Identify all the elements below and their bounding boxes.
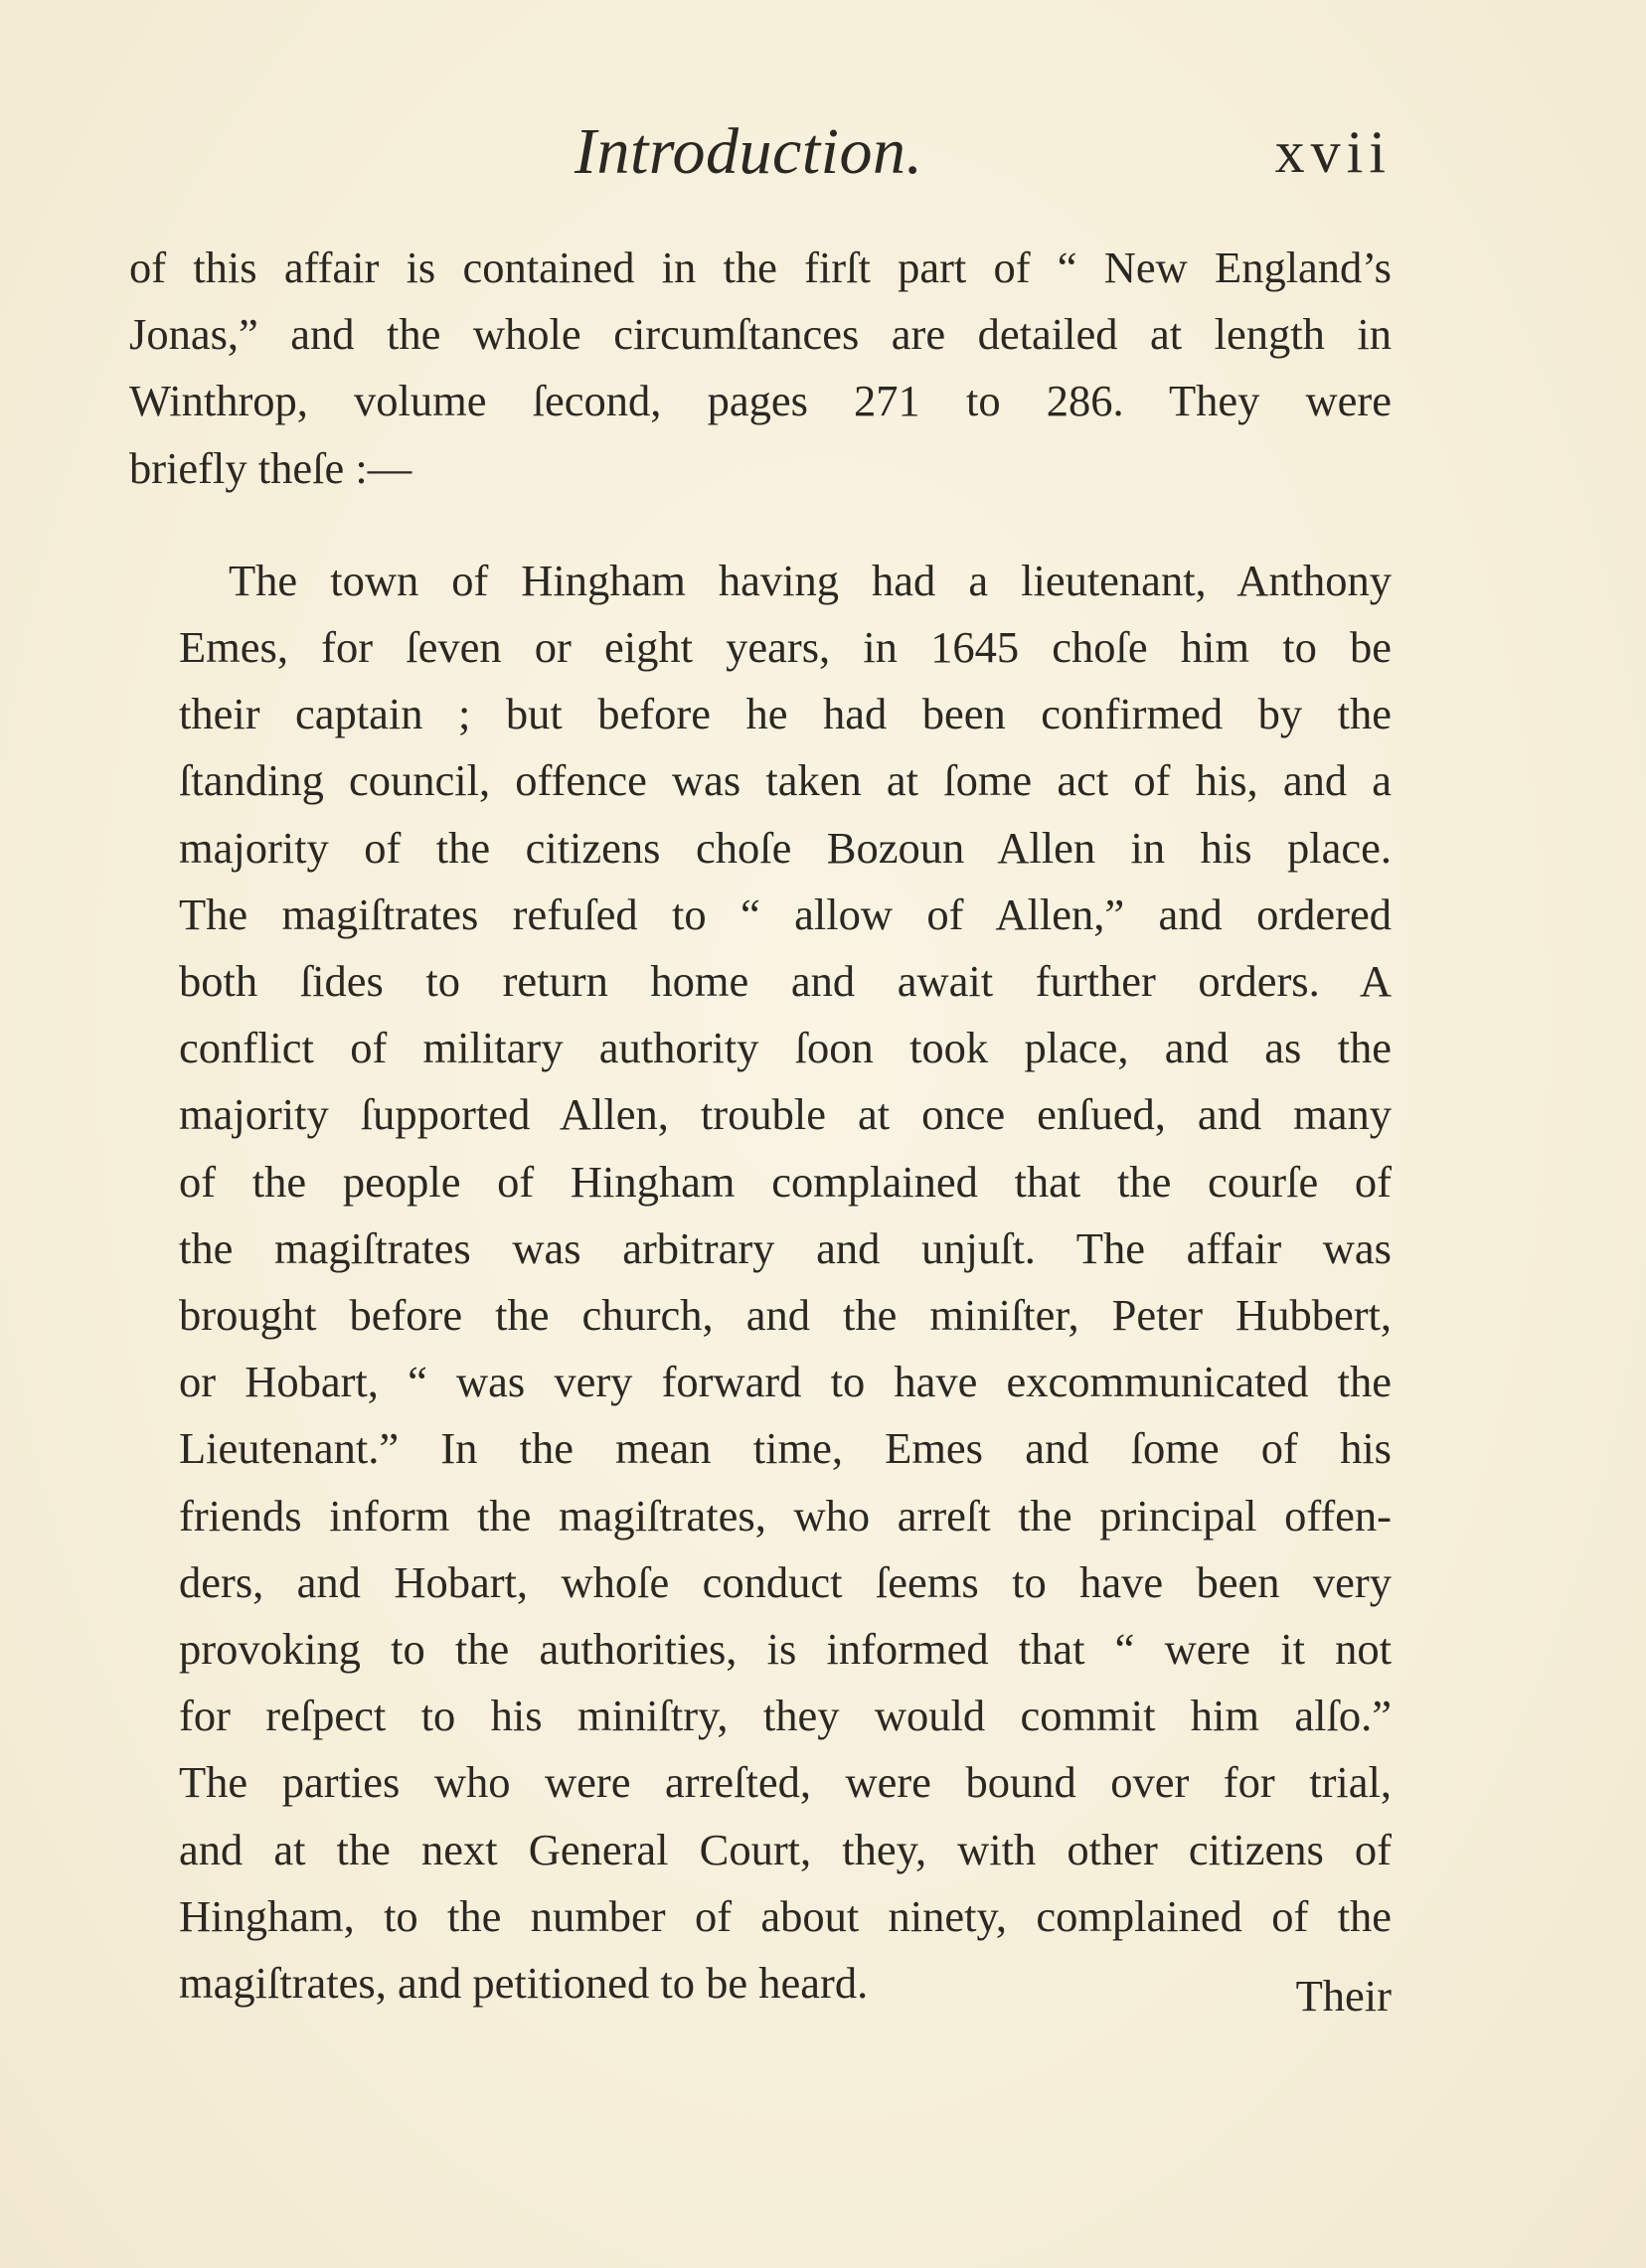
- text-line: conflict of military authority ſoon took place, and as the: [179, 1023, 1392, 1073]
- text-line: of the people of Hingham complained that the courſe of: [179, 1156, 1392, 1207]
- catchword: Their: [1295, 1971, 1392, 2021]
- text-line: for reſpect to his miniſtry, they would commit him alſo.”: [179, 1691, 1392, 1741]
- text-line: ſtanding council, offence was taken at ſome act of his, and a: [179, 755, 1392, 806]
- text-line: The town of Hingham having had a lieutenant, Anthony: [229, 555, 1392, 605]
- text-line: ders, and Hobart, whoſe conduct ſeems to have been very: [179, 1556, 1392, 1607]
- text-line: the magiſtrates was arbitrary and unjuſt. The affair was: [179, 1222, 1392, 1273]
- text-line: briefly theſe :—: [129, 442, 412, 493]
- text-line: The magiſtrates refuſed to “ allow of Allen,” and ordered: [179, 889, 1392, 939]
- text-line: friends inform the magiſtrates, who arreſt the principal offen-: [179, 1490, 1392, 1540]
- paragraph-2: [129, 548, 1392, 2017]
- text-line: or Hobart, “ was very forward to have excommunicated the: [179, 1357, 1392, 1407]
- text-line: majority of the citizens choſe Bozoun Allen in his place.: [179, 822, 1392, 873]
- text-line: majority ſupported Allen, trouble at once enſued, and many: [179, 1089, 1392, 1140]
- text-line: of this affair is contained in the firſt part of “ New England’s: [129, 243, 1392, 292]
- page-number: xvii: [1274, 119, 1392, 185]
- text-line: magiſtrates, and petitioned to be heard.: [179, 1958, 869, 2009]
- text-line: Hingham, to the number of about ninety, complained of the: [179, 1890, 1392, 1941]
- text-line: Jonas,” and the whole circumſtances are detailed at length in: [129, 309, 1392, 360]
- paragraph-1: [129, 235, 1392, 502]
- text-line: their captain ; but before he had been confirmed by the: [179, 689, 1392, 739]
- page-header: [0, 107, 1646, 197]
- text-line: Winthrop, volume ſecond, pages 271 to 286. They were: [129, 376, 1392, 426]
- text-line: The parties who were arreſted, were bound over for trial,: [179, 1757, 1392, 1808]
- running-title: Introduction.: [575, 115, 923, 188]
- body-text: [129, 235, 1392, 2017]
- text-line: provoking to the authorities, is informed that “ were it not: [179, 1624, 1392, 1675]
- text-line: Lieutenant.” In the mean time, Emes and ſome of his: [179, 1423, 1392, 1474]
- text-line: both ſides to return home and await further orders. A: [179, 956, 1392, 1007]
- text-line: Emes, for ſeven or eight years, in 1645 choſe him to be: [179, 622, 1392, 673]
- text-line: brought before the church, and the miniſter, Peter Hubbert,: [179, 1290, 1392, 1341]
- text-line: and at the next General Court, they, with other citizens of: [179, 1824, 1392, 1874]
